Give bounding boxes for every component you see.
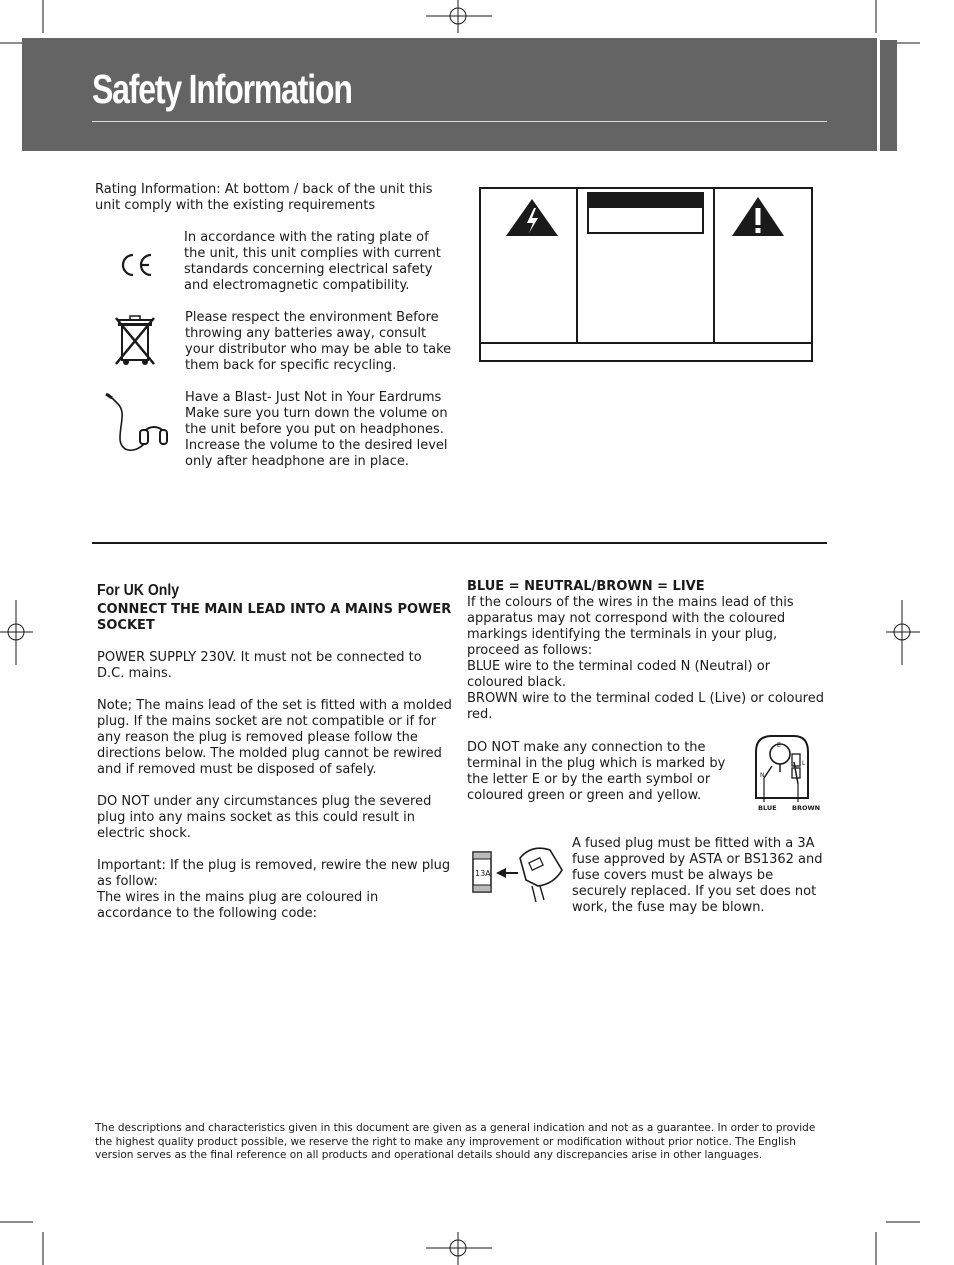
header-side-tab	[880, 40, 897, 151]
lightning-warning-icon	[505, 198, 559, 238]
title-underline	[92, 121, 827, 122]
battery-recycling-text: Please respect the environment Before throwing any batteries away, consult your distributor who may be able to take them back for specific recycling.	[185, 310, 452, 373]
rating-information: Rating Information: At bottom / back of the unit this unit comply with the existing requirements	[95, 182, 433, 213]
page-title: Safety Information	[92, 66, 352, 112]
plug-label-n: N	[760, 772, 765, 779]
uk-instructions	[97, 602, 452, 922]
registration-target-icon	[886, 600, 920, 665]
exclamation-warning-icon	[731, 196, 785, 238]
blue-wire-text: BLUE wire to the terminal coded N (Neutral) or coloured black.	[467, 659, 771, 690]
plug-label-blue: BLUE	[758, 804, 777, 812]
section-divider	[92, 542, 827, 544]
rewire-instruction: Important: If the plug is removed, rewire the new plug as follow:	[97, 858, 451, 889]
fuse-diagram-icon	[470, 840, 570, 904]
power-supply-text: POWER SUPPLY 230V. It must not be connected to D.C. mains.	[97, 650, 422, 681]
caution-text-box	[587, 208, 704, 234]
caution-box-divider	[713, 187, 715, 344]
earth-terminal-warning: DO NOT make any connection to the terminal in the plug which is marked by the letter E or by the earth symbol or coloured green or green and yellow.	[467, 740, 726, 803]
caution-header-bar	[587, 192, 704, 208]
footer-disclaimer: The descriptions and characteristics given in this document are given as a general indication and not as a guarantee. In order to provide the highest quality product possible, we reserve the right to make any improvement or modification without prior notice. The English version serves as the final reference on all products and operational details should any discrepancies arise in other languages.	[95, 1122, 816, 1161]
recycle-bin-icon	[114, 314, 160, 368]
registration-target-icon	[0, 600, 33, 665]
brown-wire-text: BROWN wire to the terminal coded L (Live) or coloured red.	[467, 691, 824, 722]
headphone-warning-text: Have a Blast- Just Not in Your Eardrums Make sure you turn down the volume on the unit before you put on headphones. Increase the volume to the desired level only after headphone are in place.	[185, 390, 448, 469]
plug-label-l: L	[802, 760, 806, 767]
fuse-instructions: A fused plug must be fitted with a 3A fuse approved by ASTA or BS1362 and fuse covers must be always be securely replaced. If you set does not work, the fuse may be blown.	[572, 836, 823, 915]
ce-mark-icon	[120, 252, 154, 278]
connect-mains-heading: CONNECT THE MAIN LEAD INTO A MAINS POWER SOCKET	[97, 602, 452, 633]
registration-target-icon	[426, 0, 492, 33]
wiring-instructions	[467, 579, 827, 723]
wiring-colour-heading: BLUE = NEUTRAL/BROWN = LIVE	[467, 579, 705, 594]
severed-plug-warning: DO NOT under any circumstances plug the severed plug into any mains socket as this could result in electric shock.	[97, 794, 432, 841]
plug-wiring-diagram-icon	[750, 732, 822, 814]
plug-label-brown: BROWN	[792, 804, 821, 812]
molded-plug-note: Note; The mains lead of the set is fitted with a molded plug. If the mains socket are not compatible or if for any reason the plug is removed please follow the directions below. The molded plug cannot be rewired and if removed must be disposed of safely.	[97, 698, 452, 777]
registration-target-icon	[426, 1232, 492, 1265]
fuse-rating-label: 13A	[475, 869, 491, 878]
plug-label-e: E	[777, 742, 781, 749]
uk-only-heading: For UK Only	[97, 582, 180, 599]
ce-compliance-text: In accordance with the rating plate of the unit, this unit complies with current standards concerning electrical safety and electromagnetic compatibility.	[184, 230, 441, 293]
wiring-intro-text: If the colours of the wires in the mains lead of this apparatus may not correspond with the coloured markings identifying the terminals in your plug, proceed as follows:	[467, 595, 794, 658]
headphones-icon	[104, 392, 168, 454]
wire-colour-code-text: The wires in the mains plug are coloured in accordance to the following code:	[97, 890, 379, 921]
caution-box-divider	[479, 342, 813, 344]
